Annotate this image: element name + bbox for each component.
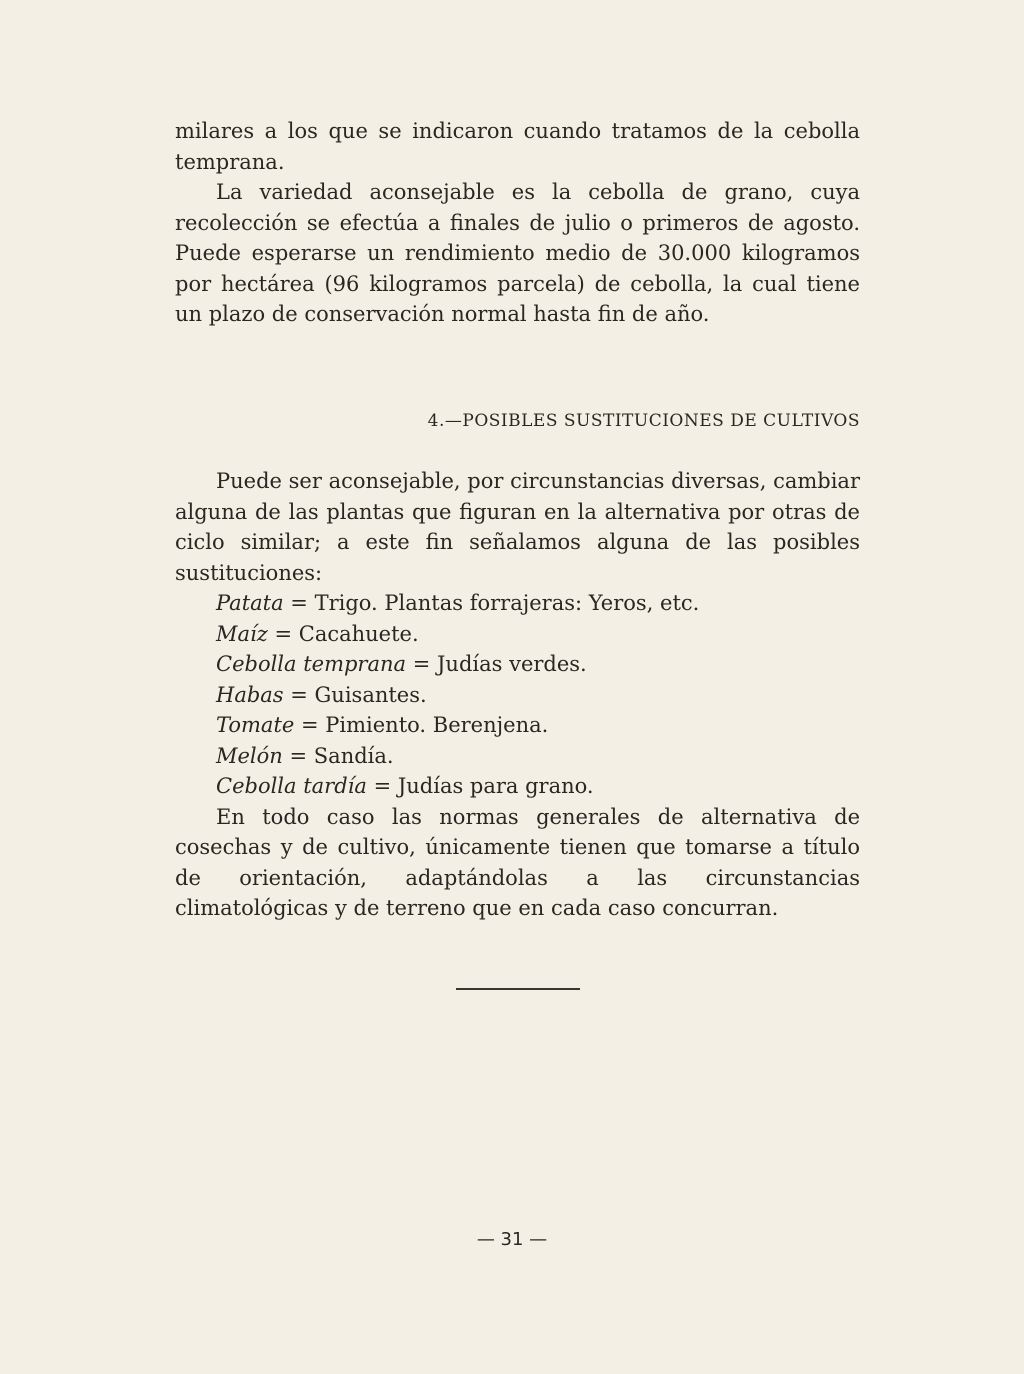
equals-sign: = bbox=[282, 743, 314, 768]
paragraph-continuation: milares a los que se indicaron cuando tratamos de la cebolla temprana. bbox=[175, 119, 860, 174]
section-divider bbox=[456, 988, 580, 990]
page-number: — 31 — bbox=[476, 1229, 548, 1250]
crop-name: Habas bbox=[216, 682, 284, 707]
crop-name: Patata bbox=[216, 591, 284, 615]
replacement-crop: Trigo. Plantas forrajeras: Yeros, etc. bbox=[314, 591, 700, 615]
equals-sign: = bbox=[366, 774, 398, 798]
body-text-bottom bbox=[175, 466, 860, 924]
replacement-crop: Judías verdes. bbox=[437, 652, 587, 676]
paragraph-conclusion: En todo caso las normas generales de alternativa de cosechas y de cultivo, únicamente tienen que tomarse a título de orientación, adaptándolas a las circunstancias climatológicas y de terreno que en cada caso concurran. bbox=[175, 804, 860, 920]
substitution-item bbox=[175, 771, 860, 802]
crop-name: Maíz bbox=[216, 621, 268, 646]
section-heading: 4.—POSIBLES SUSTITUCIONES DE CULTIVOS bbox=[427, 411, 860, 431]
body-text-top bbox=[175, 116, 860, 330]
equals-sign: = bbox=[283, 682, 315, 707]
replacement-crop: Pimiento. Berenjena. bbox=[325, 713, 549, 737]
substitution-item bbox=[175, 710, 860, 741]
substitution-item bbox=[175, 741, 860, 772]
crop-name: Cebolla temprana bbox=[216, 652, 407, 676]
equals-sign: = bbox=[294, 713, 326, 737]
substitution-item bbox=[175, 649, 860, 680]
crop-name: Tomate bbox=[216, 713, 295, 737]
substitution-item bbox=[175, 619, 860, 650]
equals-sign: = bbox=[283, 591, 315, 615]
crop-name: Melón bbox=[216, 743, 283, 768]
substitution-item bbox=[175, 588, 860, 619]
replacement-crop: Judías para grano. bbox=[397, 774, 594, 798]
paragraph-substitutions-intro: Puede ser aconsejable, por circunstancias diversas, cambiar alguna de las plantas que figuran en la alternativa por otras de ciclo similar; a este fin señalamos alguna de las posibles sustituciones: bbox=[175, 469, 860, 585]
replacement-crop: Guisantes. bbox=[314, 682, 427, 707]
equals-sign: = bbox=[267, 621, 299, 646]
crop-name: Cebolla tardía bbox=[216, 774, 367, 798]
paragraph-variety: La variedad aconsejable es la cebolla de grano, cuya recolección se efectúa a finales de julio o primeros de agosto. Puede esperarse un rendimiento medio de 30.000 kilogramos por hectárea (96 kilogramos parcela) de cebolla, la cual tiene un plazo de conservación normal hasta fin de año. bbox=[175, 180, 860, 326]
replacement-crop: Cacahuete. bbox=[298, 621, 419, 646]
substitution-item bbox=[175, 680, 860, 711]
replacement-crop: Sandía. bbox=[313, 743, 394, 768]
equals-sign: = bbox=[406, 652, 437, 676]
